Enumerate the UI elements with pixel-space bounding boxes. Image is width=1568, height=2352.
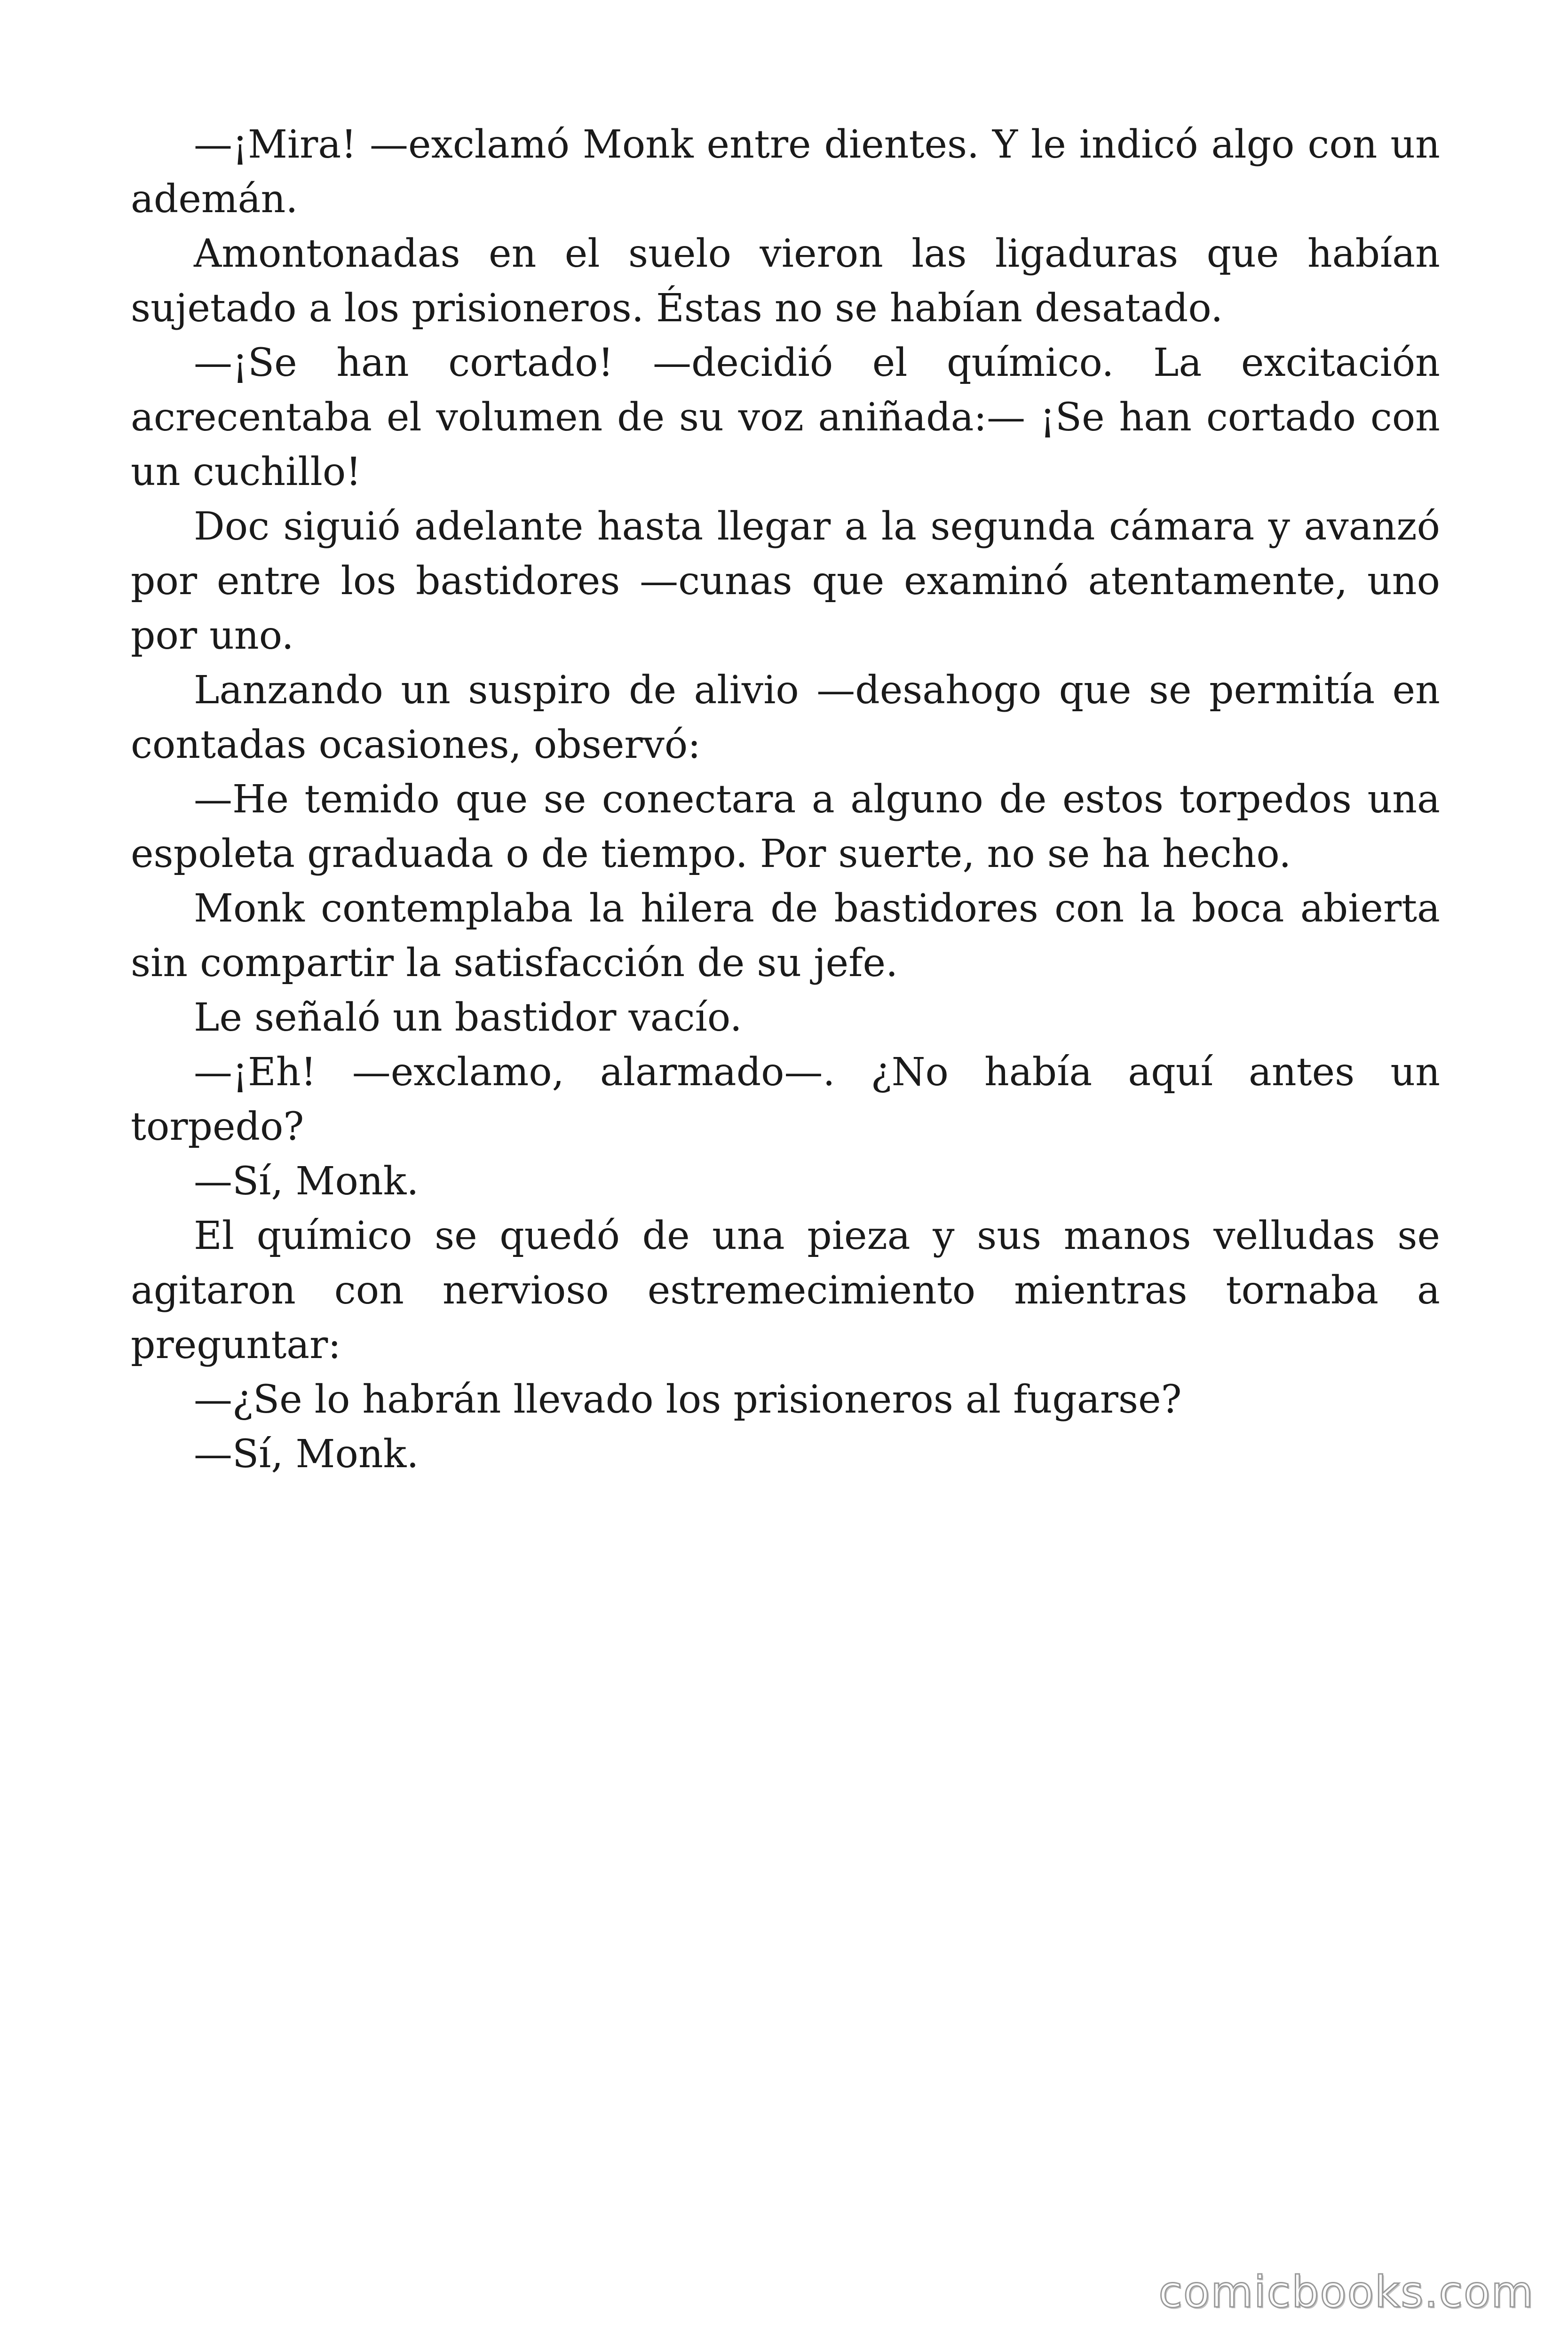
paragraph: Lanzando un suspiro de alivio —desahogo que se permitía en contadas ocasiones, observó:: [131, 668, 1440, 767]
paragraph: —¡Mira! —exclamó Monk entre dientes. Y le indicó algo con un ademán.: [131, 122, 1440, 222]
paragraph: Le señaló un bastidor vacío.: [194, 995, 742, 1040]
paragraph: —¡Se han cortado! —decidió el químico. La excitación acrecentaba el volumen de su voz aniñada:— ¡Se han cortado con un cuchillo!: [131, 341, 1440, 494]
paragraph: —¿Se lo habrán llevado los prisioneros al fugarse?: [194, 1377, 1182, 1422]
paragraph: —He temido que se conectara a alguno de estos torpedos una espoleta graduada o de tiempo. Por suerte, no se ha hecho.: [131, 777, 1440, 876]
paragraph: Monk contemplaba la hilera de bastidores con la boca abierta sin compartir la satisfacción de su jefe.: [131, 886, 1440, 985]
paragraph: —Sí, Monk.: [194, 1432, 419, 1477]
paragraph: —¡Eh! —exclamo, alarmado—. ¿No había aquí antes un torpedo?: [131, 1050, 1440, 1149]
paragraph: El químico se quedó de una pieza y sus manos velludas se agitaron con nervioso estremecimiento mientras tornaba a preguntar:: [131, 1214, 1440, 1367]
watermark: comicbooks.com: [1158, 2267, 1534, 2317]
paragraph: —Sí, Monk.: [194, 1159, 419, 1204]
body-text: [131, 118, 1440, 1482]
paragraph: Amontonadas en el suelo vieron las ligaduras que habían sujetado a los prisioneros. Éstas no se habían desatado.: [131, 231, 1440, 331]
paragraph: Doc siguió adelante hasta llegar a la segunda cámara y avanzó por entre los bastidores —cunas que examinó atentamente, uno por uno.: [131, 504, 1440, 658]
